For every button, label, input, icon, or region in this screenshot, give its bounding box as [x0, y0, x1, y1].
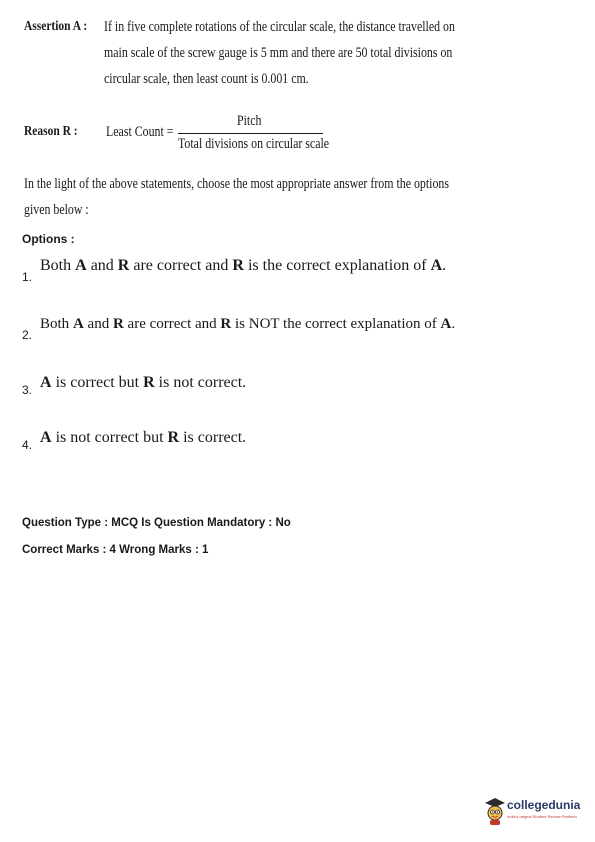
option-3-number: 3. — [22, 383, 33, 397]
option-1-part: are correct and — [129, 257, 233, 274]
reason-lhs: Least Count = — [106, 124, 174, 140]
options-heading: Options : — [22, 232, 75, 246]
option-3-bold: R — [143, 374, 155, 391]
option-1-bold: A — [430, 257, 443, 274]
option-2-number: 2. — [22, 328, 33, 342]
option-3-text[interactable] — [40, 374, 246, 392]
instruction-line-2: given below : — [24, 202, 89, 218]
option-2-part: Both — [40, 316, 73, 332]
option-1-bold: A — [75, 257, 87, 274]
assertion-line-2: main scale of the screw gauge is 5 mm and there are 50 total divisions on — [104, 45, 453, 61]
assertion-label: Assertion A : — [24, 19, 88, 34]
option-4-text[interactable] — [40, 429, 246, 447]
option-4-part: is correct. — [179, 429, 247, 446]
question-type-line: Question Type : MCQ Is Question Mandatory : No — [22, 517, 291, 529]
option-1-bold: R — [117, 257, 130, 274]
logo-tagline: India's largest Student Review Platform — [507, 814, 577, 819]
option-2-part: . — [451, 316, 456, 332]
option-2-part: are correct and — [123, 316, 221, 332]
graduate-mascot-icon — [484, 796, 506, 826]
instruction-line-1: In the light of the above statements, choose the most appropriate answer from the options — [24, 176, 449, 192]
option-2-bold: R — [220, 316, 232, 332]
option-4-number: 4. — [22, 438, 33, 452]
fraction-denominator: Total divisions on circular scale — [178, 136, 330, 152]
option-1-number: 1. — [22, 270, 33, 284]
option-4-bold: R — [167, 429, 180, 446]
option-2-bold: A — [72, 316, 84, 332]
fraction-bar — [178, 133, 323, 134]
option-1-part: and — [86, 257, 118, 274]
option-1-part: . — [442, 257, 447, 274]
option-1-part: Both — [40, 257, 76, 274]
option-1-bold: R — [232, 257, 244, 274]
option-2-part: is NOT the correct explanation of — [231, 316, 441, 332]
option-2-part: and — [83, 316, 113, 332]
option-2-bold: R — [112, 316, 124, 332]
option-3-bold: A — [40, 374, 52, 391]
option-3-part: is not correct. — [154, 374, 247, 391]
assertion-line-1: If in five complete rotations of the circular scale, the distance travelled on — [104, 19, 455, 35]
option-3-part: is correct but — [51, 374, 144, 391]
option-2-text[interactable] — [40, 316, 455, 333]
option-2-bold: A — [440, 316, 452, 332]
collegedunia-logo — [484, 796, 584, 830]
logo-wordmark: collegedunia — [507, 798, 581, 812]
option-4-bold: A — [40, 429, 52, 446]
option-1-part: is the correct explanation of — [243, 257, 431, 274]
option-4-part: is not correct but — [51, 429, 168, 446]
assertion-line-3: circular scale, then least count is 0.001 cm. — [104, 71, 309, 87]
reason-label: Reason R : — [24, 124, 78, 139]
marks-line: Correct Marks : 4 Wrong Marks : 1 — [22, 544, 209, 556]
option-1-text[interactable] — [40, 257, 446, 275]
fraction-numerator: Pitch — [237, 113, 262, 129]
